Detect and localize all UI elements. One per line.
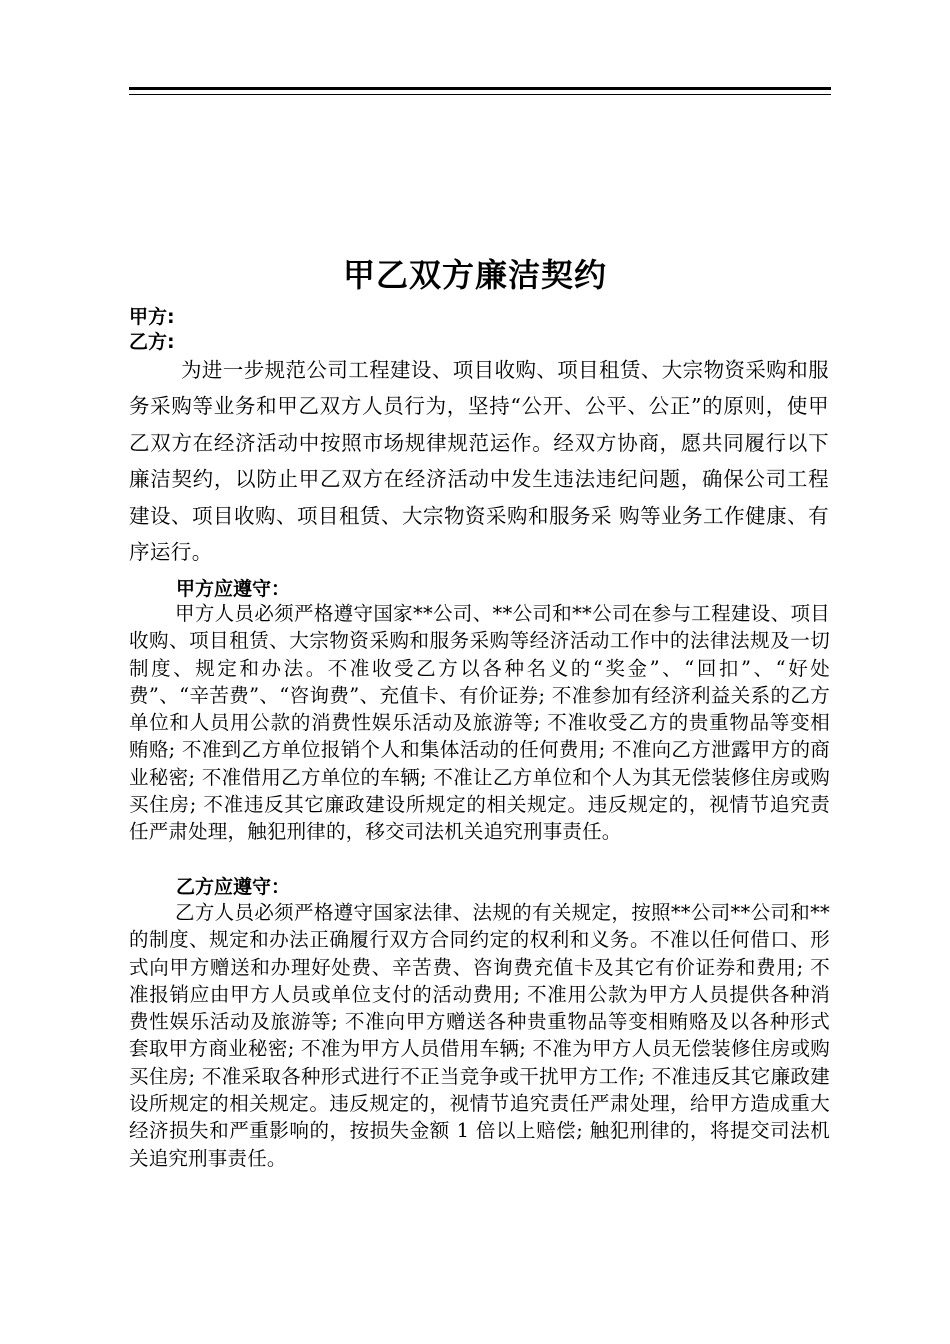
party-b-label: 乙方: [129, 331, 175, 353]
document-title: 甲乙双方廉洁契约 [342, 256, 607, 294]
intro-paragraph: 为进一步规范公司工程建设、项目收购、项目租赁、大宗物资采购和服务采购等业务和甲乙双方人员行为，坚持“公开、公平、公正”的原则，使甲乙双方在经济活动中按照市场规律规范运作。经双方协商，愿共同履行以下廉洁契约，以防止甲乙双方在经济活动中发生违法违纪问题，确保公司工程建设、项目收购、项目租赁、大宗物资采购和服务采 购等业务工作健康、有序运行。 [129, 358, 829, 565]
section-a-heading: 甲方应遵守： [176, 578, 291, 600]
header-rule-thin [129, 94, 831, 95]
section-a-body: 甲方人员必须严格遵守国家**公司、**公司和**公司在参与工程建设、项目收购、项目租赁、大宗物资采购和服务采购等经济活动工作中的法律法规及一切制度、规定和办法。不准收受乙方以各种名义的“奖金”、“回扣”、“好处费”、“辛苦费”、“咨询费”、充值卡、有价证券; 不准参加有经济利益关系的乙方单位和人员用公款的消费性娱乐活动及旅游等; 不准收受乙方的贵重物品等变相贿赂; 不准到乙方单位报销个人和集体活动的任何费用; 不准向乙方泄露甲方的商业秘密; 不准借用乙方单位的车辆; 不准让乙方单位和个人为其无偿装修住房或购买住房; 不准违反其它廉政建设所规定的相关规定。违反规定的，视情节追究责任严肃处理，触犯刑律的，移交司法机关追究刑事责任。 [129, 602, 830, 844]
section-b-heading: 乙方应遵守： [176, 876, 291, 898]
party-a-label: 甲方: [129, 306, 175, 328]
header-rule-thick [129, 87, 831, 90]
section-b-body: 乙方人员必须严格遵守国家法律、法规的有关规定，按照**公司**公司和**的制度、规定和办法正确履行双方合同约定的权利和义务。不准以任何借口、形式向甲方赠送和办理好处费、辛苦费、咨询费充值卡及其它有价证券和费用; 不准报销应由甲方人员或单位支付的活动费用; 不准用公款为甲方人员提供各种消费性娱乐活动及旅游等; 不准向甲方赠送各种贵重物品等变相贿赂及以各种形式套取甲方商业秘密; 不准为甲方人员借用车辆; 不准为甲方人员无偿装修住房或购买住房; 不准采取各种形式进行不正当竞争或干扰甲方工作; 不准违反其它廉政建设所规定的相关规定。违反规定的，视情节追究责任严肃处理，给甲方造成重大经济损失和严重影响的，按损失金额 1 倍以上赔偿; 触犯刑律的，将提交司法机关追究刑事责任。 [129, 901, 830, 1170]
